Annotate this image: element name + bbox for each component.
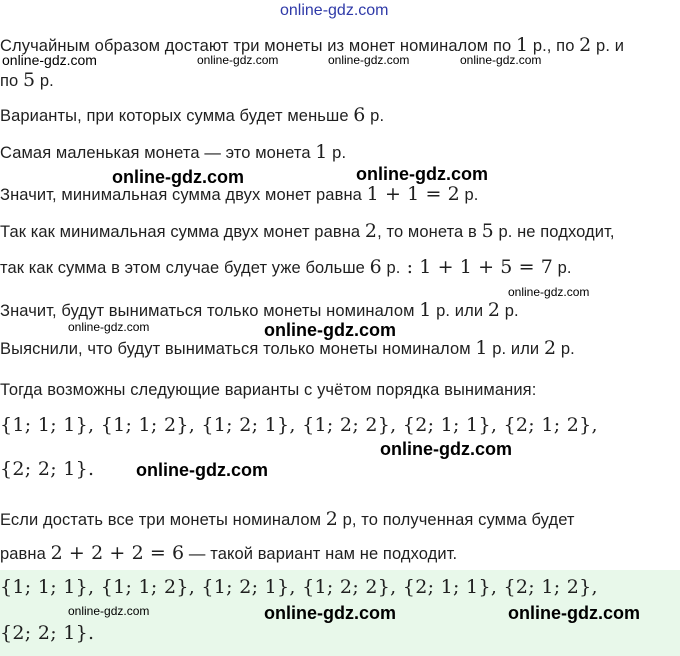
- watermark: online-gdz.com: [68, 320, 150, 334]
- variants-list-line-2: {2; 2; 1}.: [0, 458, 95, 480]
- text-line-6: Так как минимальная сумма двух монет равна 2, то монета в 5 р. не подходит,: [0, 220, 615, 242]
- watermark: online-gdz.com: [264, 320, 396, 340]
- watermark: online-gdz.com: [136, 460, 268, 480]
- watermark: online-gdz.com: [508, 603, 640, 623]
- watermark: online-gdz.com: [2, 52, 97, 68]
- watermark: online-gdz.com: [197, 53, 279, 67]
- variants-list-line-1: {1; 1; 1}, {1; 1; 2}, {1; 2; 1}, {1; 2; 2}, {2; 1; 1}, {2; 1; 2},: [0, 414, 598, 436]
- watermark: online-gdz.com: [508, 285, 590, 299]
- text-line-4: Самая маленькая монета — это монета 1 р.: [0, 141, 347, 163]
- text-line-12: равна 2 + 2 + 2 = 6 — такой вариант нам не подходит.: [0, 542, 458, 564]
- text-line-3: Варианты, при которых сумма будет меньше 6 р.: [0, 104, 385, 126]
- watermark: online-gdz.com: [264, 603, 396, 623]
- watermark: online-gdz.com: [112, 167, 244, 187]
- text-line-5: Значит, минимальная сумма двух монет равна 1 + 1 = 2 р.: [0, 183, 479, 205]
- watermark: online-gdz.com: [328, 53, 410, 67]
- watermark: online-gdz.com: [356, 164, 488, 184]
- watermark: online-gdz.com: [68, 604, 150, 618]
- answer-line-2: {2; 2; 1}.: [0, 622, 95, 644]
- text-line-2: по 5 р.: [0, 69, 54, 91]
- text-line-8: Значит, будут выниматься только монеты номиналом 1 р. или 2 р.: [0, 299, 519, 321]
- watermark: online-gdz.com: [380, 439, 512, 459]
- text-line-7: так как сумма в этом случае будет уже больше 6 р. : 1 + 1 + 5 = 7 р.: [0, 256, 572, 278]
- site-header-link[interactable]: online-gdz.com: [280, 2, 389, 19]
- text-line-10: Тогда возможны следующие варианты с учётом порядка вынимания:: [0, 381, 537, 399]
- text-line-1: Случайным образом достают три монеты из монет номиналом по 1 р., по 2 р. и: [0, 34, 625, 56]
- text-line-9: Выяснили, что будут выниматься только монеты номиналом 1 р. или 2 р.: [0, 337, 575, 359]
- answer-line-1: {1; 1; 1}, {1; 1; 2}, {1; 2; 1}, {1; 2; 2}, {2; 1; 1}, {2; 1; 2},: [0, 576, 598, 598]
- text-line-11: Если достать все три монеты номиналом 2 р, то полученная сумма будет: [0, 508, 575, 530]
- watermark: online-gdz.com: [460, 53, 542, 67]
